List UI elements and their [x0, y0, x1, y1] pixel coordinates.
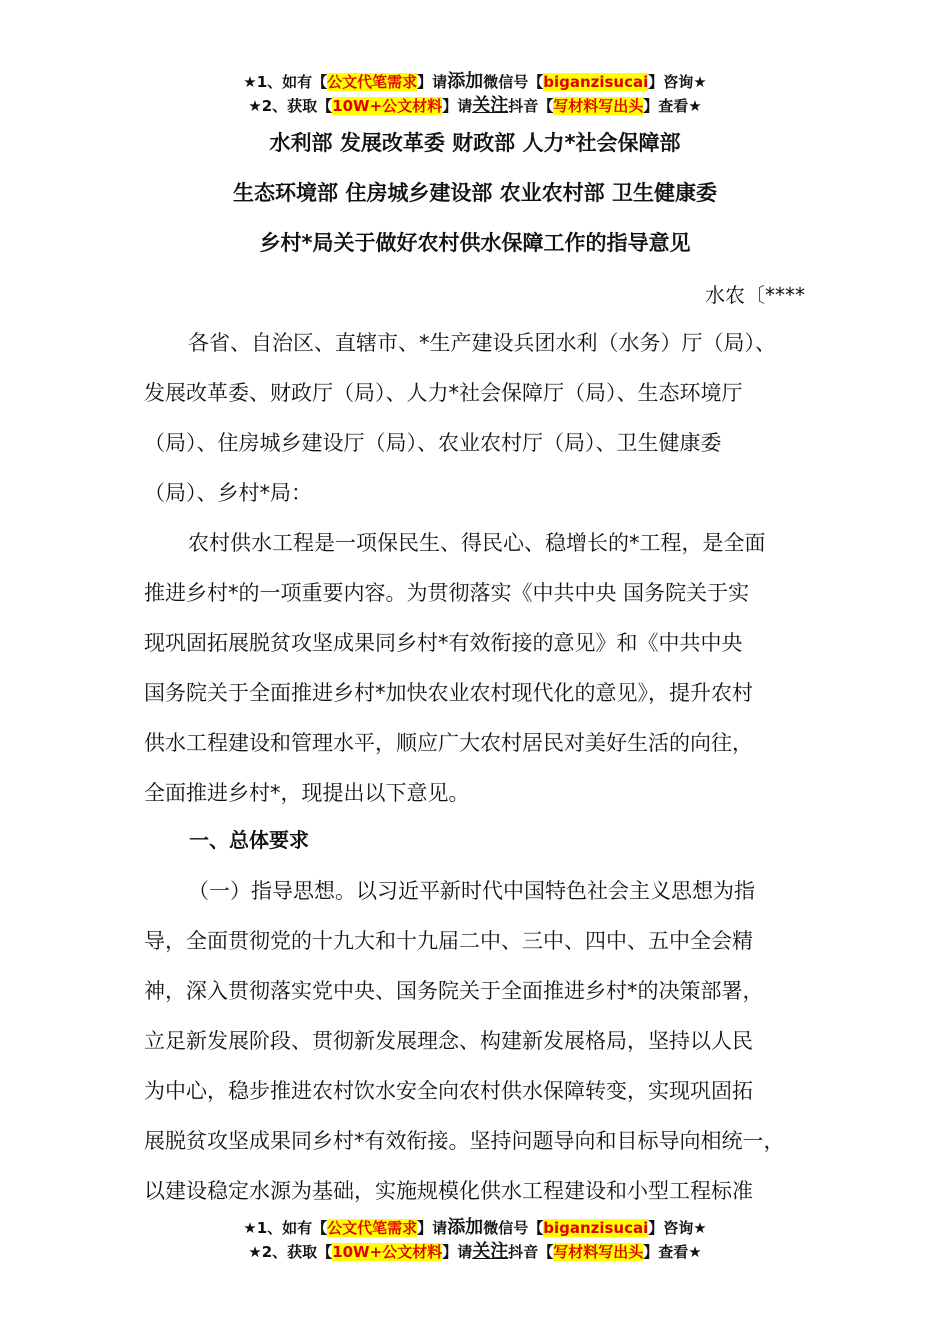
promo-highlight: 公文代笔需求 [327, 1219, 418, 1237]
text-line: 各省、自治区、直辖市、*生产建设兵团水利（水务）厅（局）、 [188, 331, 776, 355]
promo-highlight: 公文代笔需求 [327, 73, 418, 91]
document-number: 水农〔**** [705, 283, 805, 307]
text-line: 导，全面贯彻党的十九大和十九届二中、三中、四中、五中全会精 [144, 929, 753, 953]
promo-text: 抖音【 [508, 1243, 554, 1261]
intro-paragraph [144, 518, 824, 818]
promo-line-2 [0, 1240, 950, 1264]
text-line: 立足新发展阶段、贯彻新发展理念、构建新发展格局，坚持以人民 [144, 1029, 753, 1053]
addressee-paragraph [144, 318, 824, 518]
text-line: （局）、乡村*局： [144, 481, 312, 505]
promo-footer [0, 1216, 950, 1264]
text-line: （一）指导思想。以习近平新时代中国特色社会主义思想为指 [188, 879, 755, 903]
text-line: 农村供水工程是一项保民生、得民心、稳增长的*工程，是全面 [188, 531, 766, 555]
promo-text: 】查看★ [643, 97, 702, 115]
promo-text: 微信号【 [483, 1219, 544, 1237]
promo-text: 】请 [442, 1243, 473, 1261]
promo-highlight: biganzisucai [543, 73, 649, 91]
text-line: 推进乡村*的一项重要内容。为贯彻落实《中共中央 国务院关于实 [144, 581, 750, 605]
promo-text: 】咨询★ [648, 1219, 707, 1237]
promo-text: 】请 [417, 73, 448, 91]
section-heading: 一、总体要求 [189, 828, 309, 852]
promo-highlight: 10W+公文材料 [332, 1243, 443, 1261]
section-1-paragraph [144, 866, 824, 1216]
promo-line-1 [0, 70, 950, 94]
promo-text: ★1、如有【 [243, 73, 328, 91]
promo-text: ★1、如有【 [243, 1219, 328, 1237]
promo-header [0, 70, 950, 118]
promo-highlight: 10W+公文材料 [332, 97, 443, 115]
text-line: 现巩固拓展脱贫攻坚成果同乡村*有效衔接的意见》和《中共中央 [144, 631, 743, 655]
text-line: （局）、住房城乡建设厅（局）、农业农村厅（局）、卫生健康委 [144, 431, 722, 455]
promo-text: 】查看★ [643, 1243, 702, 1261]
promo-highlight: 写材料写出头 [553, 1243, 644, 1261]
promo-text: 】请 [417, 1219, 448, 1237]
text-line: 国务院关于全面推进乡村*加快农业农村现代化的意见》，提升农村 [144, 681, 753, 705]
text-line: 神，深入贯彻落实党中央、国务院关于全面推进乡村*的决策部署， [144, 979, 764, 1003]
text-line: 发展改革委、财政厅（局）、人力*社会保障厅（局）、生态环境厅 [144, 381, 743, 405]
promo-emphasis: 关注 [472, 1241, 509, 1262]
document-title-line-1: 水利部 发展改革委 财政部 人力*社会保障部 [269, 131, 681, 155]
promo-emphasis: 关注 [472, 95, 509, 116]
promo-text: 】咨询★ [648, 73, 707, 91]
promo-text: 抖音【 [508, 97, 554, 115]
text-line: 展脱贫攻坚成果同乡村*有效衔接。坚持问题导向和目标导向相统一， [144, 1129, 785, 1153]
promo-text: ★2、获取【 [248, 1243, 333, 1261]
promo-highlight: biganzisucai [543, 1219, 649, 1237]
text-line: 为中心，稳步推进农村饮水安全向农村供水保障转变，实现巩固拓 [144, 1079, 753, 1103]
promo-text: ★2、获取【 [248, 97, 333, 115]
promo-text: 】请 [442, 97, 473, 115]
text-line: 供水工程建设和管理水平，顺应广大农村居民对美好生活的向往， [144, 731, 753, 755]
text-line: 以建设稳定水源为基础，实施规模化供水工程建设和小型工程标准 [144, 1179, 753, 1203]
promo-line-1 [0, 1216, 950, 1240]
text-line: 全面推进乡村*，现提出以下意见。 [144, 781, 470, 805]
promo-emphasis: 添加 [447, 1217, 484, 1238]
promo-emphasis: 添加 [447, 71, 484, 92]
promo-highlight: 写材料写出头 [553, 97, 644, 115]
document-title-line-3: 乡村*局关于做好农村供水保障工作的指导意见 [259, 231, 691, 255]
promo-line-2 [0, 94, 950, 118]
promo-text: 微信号【 [483, 73, 544, 91]
document-title-line-2: 生态环境部 住房城乡建设部 农业农村部 卫生健康委 [233, 181, 717, 205]
